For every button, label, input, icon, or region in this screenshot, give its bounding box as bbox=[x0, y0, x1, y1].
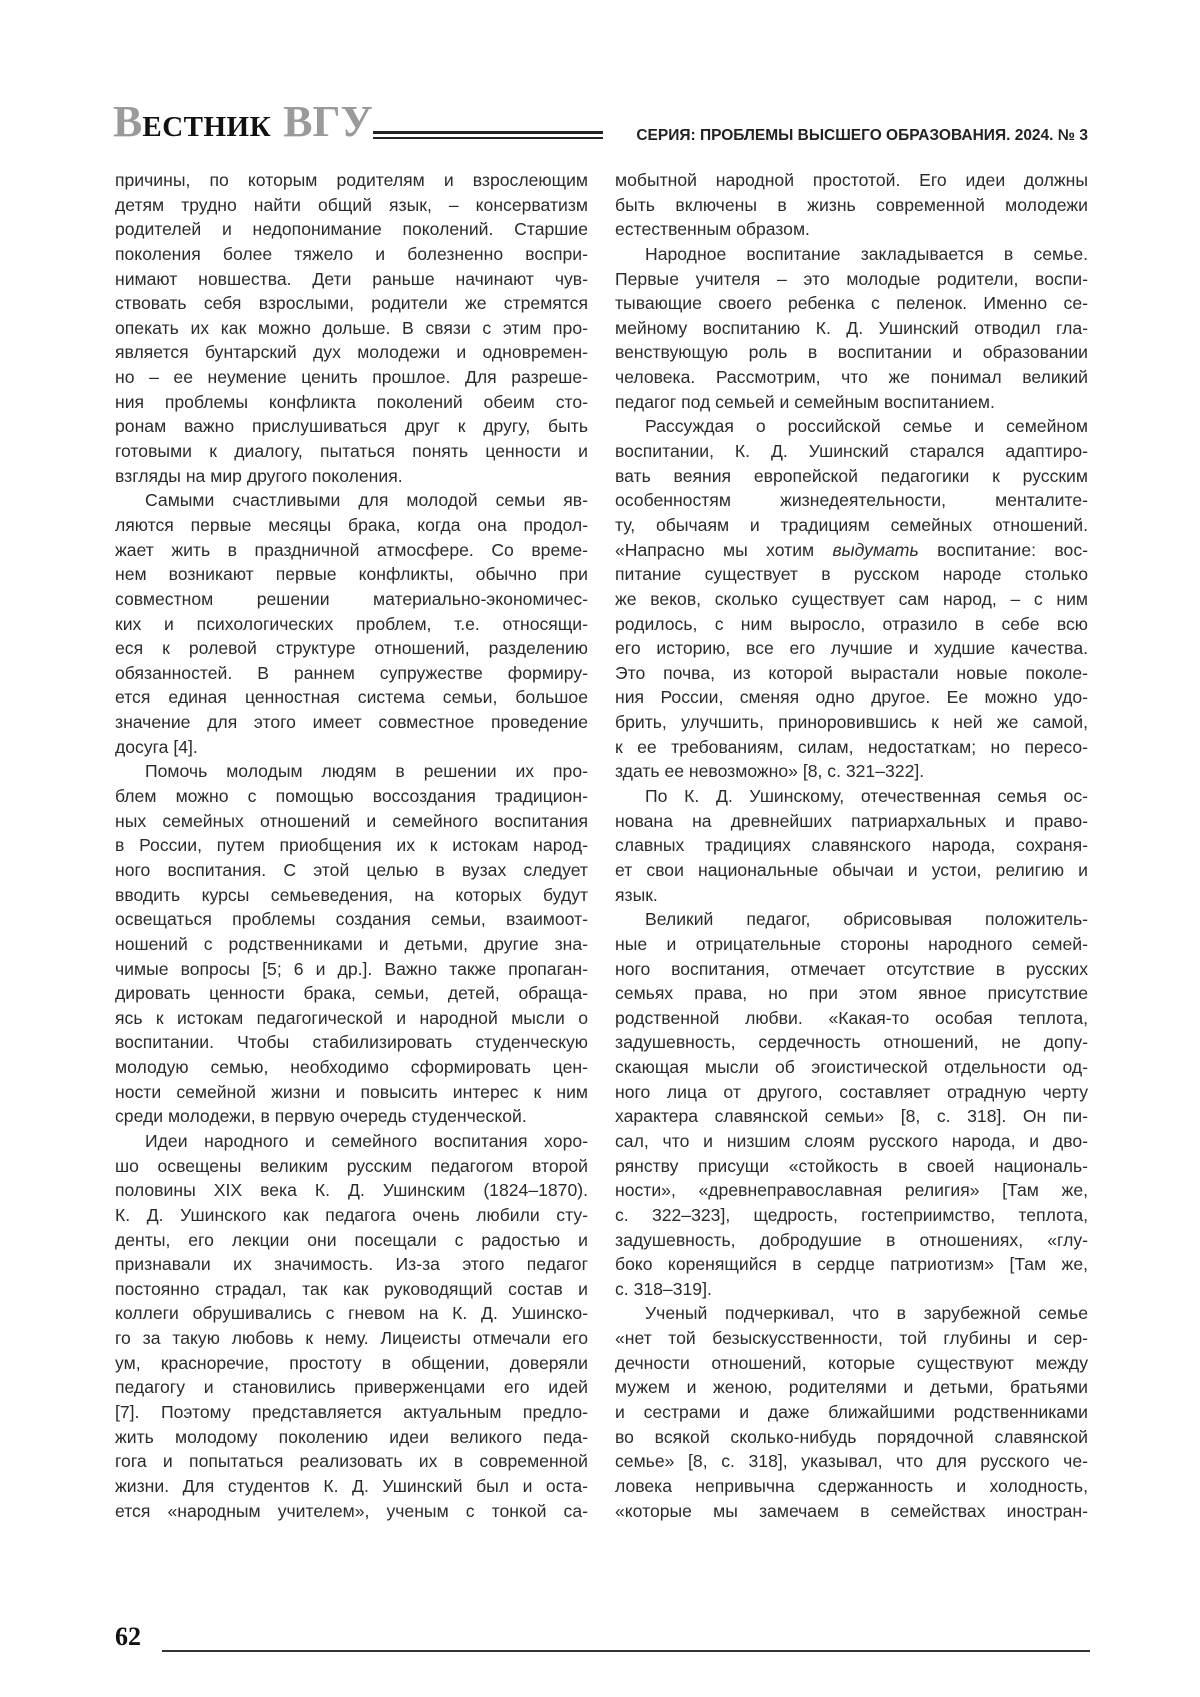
text-line: По К. Д. Ушинскому, отечественная семья ос- bbox=[645, 786, 1088, 807]
text-line: ношений с родственниками и детьми, другие зна- bbox=[115, 933, 588, 954]
text-line: родственной любви. «Какая-то особая теплота, bbox=[615, 1007, 1088, 1028]
text-span: «Напрасно мы хотим bbox=[615, 539, 833, 560]
paragraph bbox=[615, 784, 1088, 907]
text-line: денты, его лекции они посещали с радостью и bbox=[115, 1229, 588, 1250]
text-line: дечности отношений, которые существуют между bbox=[615, 1352, 1088, 1373]
text-line: мейному воспитанию К. Д. Ушинский отводил гла- bbox=[615, 317, 1088, 338]
text-line: Великий педагог, обрисовывая положитель- bbox=[645, 909, 1088, 930]
text-line: семьях права, но при этом явное присутствие bbox=[615, 983, 1088, 1004]
text-line: досуга [4]. bbox=[115, 736, 198, 757]
italic-emphasis: выдумать bbox=[832, 539, 919, 560]
text-line: нимают новшества. Дети раньше начинают чув- bbox=[115, 268, 588, 289]
text-line: среди молодежи, в первую очередь студенческой. bbox=[115, 1106, 527, 1127]
text-line: ронам важно прислушиваться друг к другу, быть bbox=[115, 416, 588, 437]
text-line: является бунтарский дух молодежи и одновремен- bbox=[115, 342, 588, 363]
paragraph bbox=[115, 1129, 588, 1523]
text-line: славных традициях славянского народа, сохраня- bbox=[615, 835, 1088, 856]
text-line: воспитании. Чтобы стабилизировать студенческую bbox=[115, 1032, 588, 1053]
series-title: СЕРИЯ: ПРОБЛЕМЫ ВЫСШЕГО ОБРАЗОВАНИЯ. 2024. № 3 bbox=[636, 127, 1088, 144]
text-line: вводить курсы семьеведения, на которых будут bbox=[115, 884, 588, 905]
text-line: с. 318–319]. bbox=[615, 1278, 712, 1299]
text-line: значение для этого имеет совместное проведение bbox=[115, 712, 588, 733]
text-line: Ученый подчеркивал, что в зарубежной семье bbox=[645, 1303, 1088, 1324]
paragraph bbox=[615, 168, 1088, 242]
text-line: с. 322–323], щедрость, гостеприимство, теплота, bbox=[615, 1204, 1088, 1225]
text-line: язык. bbox=[615, 884, 658, 905]
text-line: рянству присущи «стойкость в своей националь- bbox=[615, 1155, 1088, 1176]
text-line: скающая мысли об эгоистической отдельности од- bbox=[615, 1057, 1088, 1078]
text-line: К. Д. Ушинского как педагога очень любили сту- bbox=[115, 1204, 588, 1225]
text-line: постоянно страдал, так как руководящий состав и bbox=[115, 1278, 588, 1299]
text-line: ется единая ценностная система семьи, большое bbox=[115, 687, 588, 708]
text-line: естественным образом. bbox=[615, 219, 810, 240]
text-line: Помочь молодым людям в решении их про- bbox=[145, 761, 588, 782]
paragraph bbox=[615, 907, 1088, 1301]
text-line: поколения более тяжело и болезненно воспри- bbox=[115, 243, 588, 264]
text-line: тывающие своего ребенка с пеленок. Именно се- bbox=[615, 293, 1088, 314]
text-line: половины XIX века К. Д. Ушинским (1824–1870). bbox=[115, 1180, 588, 1201]
text-line: чимые вопросы [5; 6 и др.]. Важно также пропаган- bbox=[115, 958, 588, 979]
text-line: «которые мы замечаем в семействах иностран- bbox=[615, 1500, 1088, 1521]
text-line: освещаться проблемы создания семьи, взаимоот- bbox=[115, 909, 588, 930]
text-line: ум, красноречие, простоту в общении, доверяли bbox=[115, 1352, 588, 1373]
text-line: еся к ролевой структуре отношений, разделению bbox=[115, 638, 588, 659]
text-line: педагогу и становились приверженцами его идей bbox=[115, 1377, 588, 1398]
text-line: ные и отрицательные стороны народного семей- bbox=[615, 933, 1088, 954]
text-line: в России, путем приобщения их к истокам народ- bbox=[115, 835, 588, 856]
text-line: дировать ценности брака, семьи, детей, обраща- bbox=[115, 983, 588, 1004]
text-line: ного лица от другого, составляет отрадную черту bbox=[615, 1081, 1088, 1102]
text-line: ту, обычаям и традициям семейных отношений. bbox=[615, 514, 1088, 535]
footer-rule bbox=[162, 1650, 1090, 1652]
logo-initial: В bbox=[113, 97, 143, 146]
text-span: воспитание: вос- bbox=[918, 539, 1088, 560]
text-line: обязанностей. В раннем супружестве формиру- bbox=[115, 662, 588, 683]
paragraph bbox=[115, 168, 588, 488]
text-line: детям трудно найти общий язык, – консерватизм bbox=[115, 194, 588, 215]
text-line: характера славянской семьи» [8, с. 318]. Он пи- bbox=[615, 1106, 1088, 1127]
paragraph bbox=[115, 488, 588, 759]
text-line: ствовать себя взрослыми, родители же стремятся bbox=[115, 293, 588, 314]
text-line: Это почва, из которой вырастали новые поколе- bbox=[615, 662, 1088, 683]
text-line: ного воспитания. С этой целью в вузах следует bbox=[115, 859, 588, 880]
text-line: ности», «древнеправославная религия» [Там же, bbox=[615, 1180, 1088, 1201]
paragraph bbox=[615, 1301, 1088, 1523]
text-line: задушевность, сердечность отношений, не допу- bbox=[615, 1032, 1088, 1053]
text-line: и сестрами и даже ближайшими родственниками bbox=[615, 1402, 1088, 1423]
text-line: сал, что и низшим слоям русского народа, и дво- bbox=[615, 1130, 1088, 1151]
text-line: Идеи народного и семейного воспитания хоро- bbox=[145, 1130, 588, 1151]
logo-abbrev: ВГУ bbox=[283, 97, 373, 146]
text-line: ния России, сменяя одно другое. Ее можно удо- bbox=[615, 687, 1088, 708]
text-line: брить, улучшить, приноровившись к ней же самой, bbox=[615, 712, 1088, 733]
text-line: мобытной народной простотой. Его идеи должны bbox=[615, 170, 1088, 190]
text-line: взгляды на мир другого поколения. bbox=[115, 465, 403, 486]
text-line: Самыми счастливыми для молодой семьи яв- bbox=[145, 490, 588, 511]
text-line: Первые учителя – это молодые родители, воспи- bbox=[615, 268, 1088, 289]
text-line: гога и попытаться реализовать их в современной bbox=[115, 1451, 588, 1472]
text-line: ется «народным учителем», ученым с тонкой са- bbox=[115, 1500, 588, 1521]
paragraph bbox=[615, 414, 1088, 784]
text-line: блем можно с помощью воссоздания традицион- bbox=[115, 786, 588, 807]
text-line: вать веяния европейской педагогики к русским bbox=[615, 465, 1088, 486]
text-line: «нет той безыскусственности, той глубины и сер- bbox=[615, 1328, 1088, 1349]
text-line: жизни. Для студентов К. Д. Ушинский был и оста- bbox=[115, 1475, 588, 1496]
header-rule bbox=[373, 131, 603, 139]
text-line: ких и психологических проблем, т.е. относящи- bbox=[115, 613, 588, 634]
text-column-left bbox=[115, 168, 588, 1523]
text-line: ет свои национальные обычаи и устои, религию и bbox=[615, 859, 1088, 880]
text-line: ляются первые месяцы брака, когда она продол- bbox=[115, 514, 588, 535]
text-line: но – ее неумение ценить прошлое. Для разреше- bbox=[115, 367, 588, 388]
text-line: совместном решении материально-экономичес- bbox=[115, 588, 588, 609]
text-line: боко коренящийся в сердце патриотизм» [Там же, bbox=[615, 1254, 1088, 1275]
journal-logo bbox=[113, 97, 373, 146]
text-line: мужем и женою, родителями и детьми, братьями bbox=[615, 1377, 1088, 1398]
text-line: родилось, с ним выросло, отразило в себе всю bbox=[615, 613, 1088, 634]
text-line: особенностям жизнедеятельности, менталите- bbox=[615, 490, 1088, 511]
text-line: го за такую любовь к нему. Лицеисты отмечали его bbox=[115, 1328, 588, 1349]
text-line: педагог под семьей и семейным воспитанием. bbox=[615, 391, 995, 412]
page-number: 62 bbox=[115, 1622, 141, 1651]
text-line: его историю, все его лучшие и худшие качества. bbox=[615, 638, 1088, 659]
text-line: ных семейных отношений и семейного воспитания bbox=[115, 810, 588, 831]
text-line: коллеги обрушивались с гневом на К. Д. Ушинско- bbox=[115, 1303, 588, 1324]
text-line: здать ее невозможно» [8, с. 321–322]. bbox=[615, 761, 925, 782]
text-line: нем возникают первые конфликты, обычно при bbox=[115, 564, 588, 585]
text-line: нована на древнейших патриархальных и право- bbox=[615, 810, 1088, 831]
text-line: Народное воспитание закладывается в семье. bbox=[645, 243, 1088, 264]
text-line: ности семейной жизни и повысить интерес к ним bbox=[115, 1081, 588, 1102]
text-line bbox=[615, 538, 1088, 563]
text-line: воспитании, К. Д. Ушинский старался адаптиро- bbox=[615, 441, 1088, 462]
text-line: ясь к истокам педагогической и народной мысли о bbox=[115, 1007, 588, 1028]
text-line: жить молодому поколению идеи великого педа- bbox=[115, 1426, 588, 1447]
text-line: готовыми к диалогу, пытаться понять ценности и bbox=[115, 441, 588, 462]
paragraph bbox=[115, 759, 588, 1129]
text-line: молодую семью, необходимо сформировать цен- bbox=[115, 1057, 588, 1078]
logo-word: ЕСТНИК bbox=[142, 111, 272, 143]
text-line: человека. Рассмотрим, что же понимал великий bbox=[615, 367, 1088, 388]
text-line: признавали их значимость. Из-за этого педагог bbox=[115, 1254, 588, 1275]
text-line: задушевность, добродушие в отношениях, «глу- bbox=[615, 1229, 1088, 1250]
text-line: во всякой сколько-нибудь порядочной славянской bbox=[615, 1426, 1088, 1447]
text-line: же веков, сколько существует сам народ, – с ним bbox=[615, 588, 1088, 609]
text-line: опекать их как можно дольше. В связи с этим про- bbox=[115, 317, 588, 338]
text-line: Рассуждая о российской семье и семейном bbox=[645, 416, 1088, 437]
text-line: жает жить в праздничной атмосфере. Со време- bbox=[115, 539, 588, 560]
text-line: венствующую роль в воспитании и образовании bbox=[615, 342, 1088, 363]
text-line: ловека непривычна сдержанность и холодность, bbox=[615, 1475, 1088, 1496]
text-line: питание существует в русском народе столько bbox=[615, 564, 1088, 585]
text-line: ния проблемы конфликта поколений обеим сто- bbox=[115, 391, 588, 412]
text-line: к ее требованиям, силам, недостаткам; но пересо- bbox=[615, 736, 1088, 757]
text-line: [7]. Поэтому представляется актуальным предло- bbox=[115, 1402, 588, 1423]
text-column-right bbox=[615, 168, 1088, 1523]
text-line: семье» [8, с. 318], указывал, что для русского че- bbox=[615, 1451, 1088, 1472]
text-line: шо освещены великим русским педагогом второй bbox=[115, 1155, 588, 1176]
text-line: быть включены в жизнь современной молодежи bbox=[615, 194, 1088, 215]
text-line: ного воспитания, отмечает отсутствие в русских bbox=[615, 958, 1088, 979]
text-line: родителей и недопонимание поколений. Старшие bbox=[115, 219, 588, 240]
paragraph bbox=[615, 242, 1088, 414]
text-line: причины, по которым родителям и взрослеющим bbox=[115, 170, 588, 190]
